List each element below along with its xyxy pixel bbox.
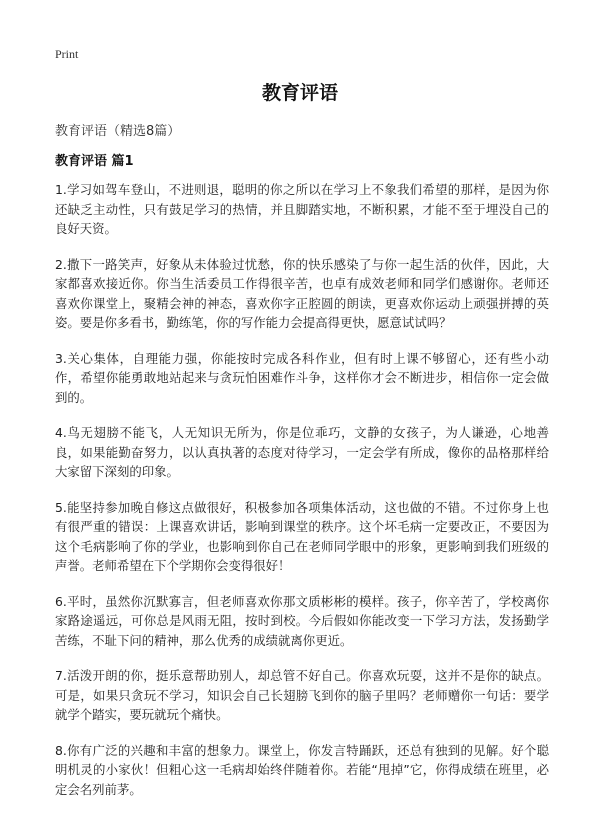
comment-paragraph-5: 5.能坚持参加晚自修这点做很好，积极参加各项集体活动，这也做的不错。不过你身上也有很严重的错误：上课喜欢讲话，影响到课堂的秩序。这个坏毛病一定要改正，不要因为这个毛病影响了你的学业，也影响到你自己在老师同学眼中的形象，更影响到我们班级的声誉。老师希望在下个学期你会变得很好！: [55, 499, 549, 573]
section-heading: 教育评语 篇1: [55, 154, 134, 169]
comment-paragraph-4: 4.鸟无翅膀不能飞，人无知识无所为，你是位乖巧，文静的女孩子，为人谦逊，心地善良，如果能勤奋努力，以认真执著的态度对待学习，一定会学有所成，像你的品格那样给大家留下深刻的印象。: [55, 425, 549, 479]
comment-paragraph-7: 7.活泼开朗的你，挺乐意帮助别人，却总管不好自己。你喜欢玩耍，这并不是你的缺点。可是，如果只贪玩不学习，知识会自己长翅膀飞到你的脑子里吗？老师赠你一句话：要学就学个踏实，要玩就玩个痛快。: [55, 668, 549, 722]
comment-paragraph-2: 2.撒下一路笑声，好象从未体验过忧愁，你的快乐感染了与你一起生活的伙伴，因此，大家都喜欢接近你。你当生活委员工作得很辛苦，也卓有成效老师和同学们感谢你。老师还喜欢你课堂上，聚精会神的神态，喜欢你字正腔圆的朗读，更喜欢你运动上顽强拼搏的英姿。要是你多看书，勤练笔，你的写作能力会提高得更快，愿意试试吗？: [55, 256, 549, 330]
comment-paragraph-3: 3.关心集体，自理能力强，你能按时完成各科作业，但有时上课不够留心，还有些小动作，希望你能勇敢地站起来与贪玩怕困难作斗争，这样你才会不断进步，相信你一定会做到的。: [55, 350, 549, 405]
page-title: 教育评语: [261, 82, 338, 104]
print-link[interactable]: Print: [55, 47, 79, 61]
comment-paragraph-1: 1.学习如驾车登山，不进则退，聪明的你之所以在学习上不象我们希望的那样，是因为你还缺乏主动性，只有鼓足学习的热情，并且脚踏实地，不断积累，才能不至于埋没自己的良好天资。: [55, 182, 549, 236]
document-subtitle: 教育评语（精选8篇）: [55, 124, 181, 139]
comment-paragraph-6: 6.平时，虽然你沉默寡言，但老师喜欢你那文质彬彬的模样。孩子，你辛苦了，学校离你家路途遥远，可你总是风雨无阻，按时到校。今后假如你能改变一下学习方法，发扬勤学苦练，不耻下问的精神，那么优秀的成绩就离你更近。: [55, 593, 549, 648]
comment-paragraph-8: 8.你有广泛的兴趣和丰富的想象力。课堂上，你发言特踊跃，还总有独到的见解。好个聪明机灵的小家伙！但粗心这一毛病却始终伴随着你。若能“甩掉”它，你得成绩在班里，必定会名列前茅。: [55, 742, 549, 797]
article-body: [55, 180, 549, 815]
